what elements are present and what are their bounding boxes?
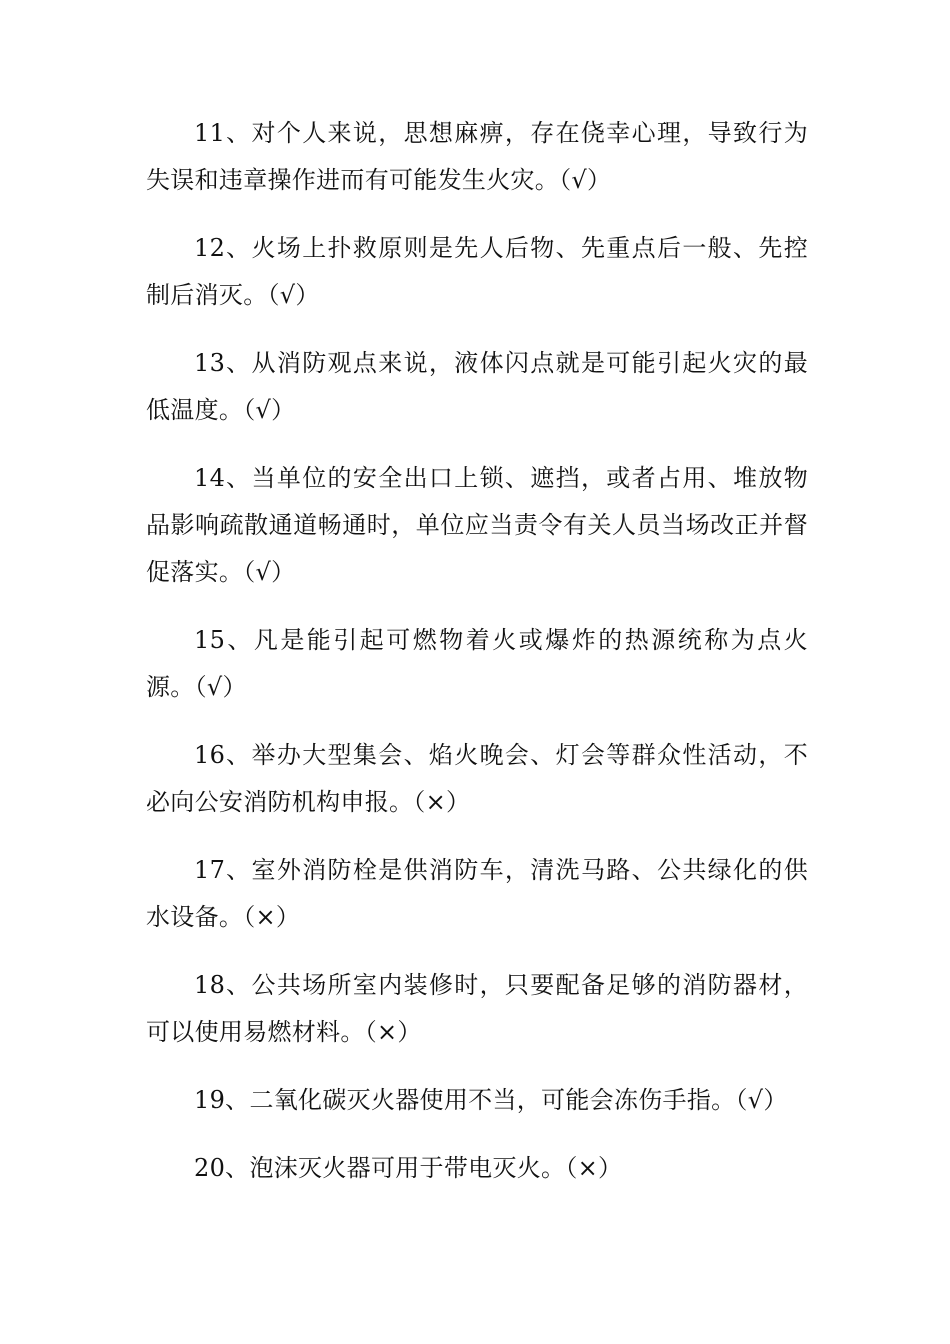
question-item-16: 16、举办大型集会、焰火晚会、灯会等群众性活动，不必向公安消防机构申报。（×） — [146, 741, 808, 816]
question-item-15: 15、凡是能引起可燃物着火或爆炸的热源统称为点火源。（√） — [146, 626, 808, 701]
question-item-13: 13、从消防观点来说，液体闪点就是可能引起火灾的最低温度。（√） — [146, 349, 808, 424]
question-item-17: 17、室外消防栓是供消防车，清洗马路、公共绿化的供水设备。（×） — [146, 856, 808, 931]
question-item-18: 18、公共场所室内装修时，只要配备足够的消防器材，可以使用易燃材料。（×） — [146, 971, 808, 1046]
question-item-20: 20、泡沫灭火器可用于带电灭火。（×） — [194, 1154, 623, 1182]
question-item-11: 11、对个人来说，思想麻痹，存在侥幸心理，导致行为失误和违章操作进而有可能发生火灾。（√） — [146, 119, 808, 194]
question-item-19: 19、二氧化碳灭火器使用不当，可能会冻伤手指。（√） — [194, 1086, 788, 1114]
question-item-12: 12、火场上扑救原则是先人后物、先重点后一般、先控制后消灭。（√） — [146, 234, 808, 309]
question-list — [146, 110, 808, 1213]
question-item-14: 14、当单位的安全出口上锁、遮挡，或者占用、堆放物品影响疏散通道畅通时，单位应当责令有关人员当场改正并督促落实。（√） — [146, 464, 808, 586]
